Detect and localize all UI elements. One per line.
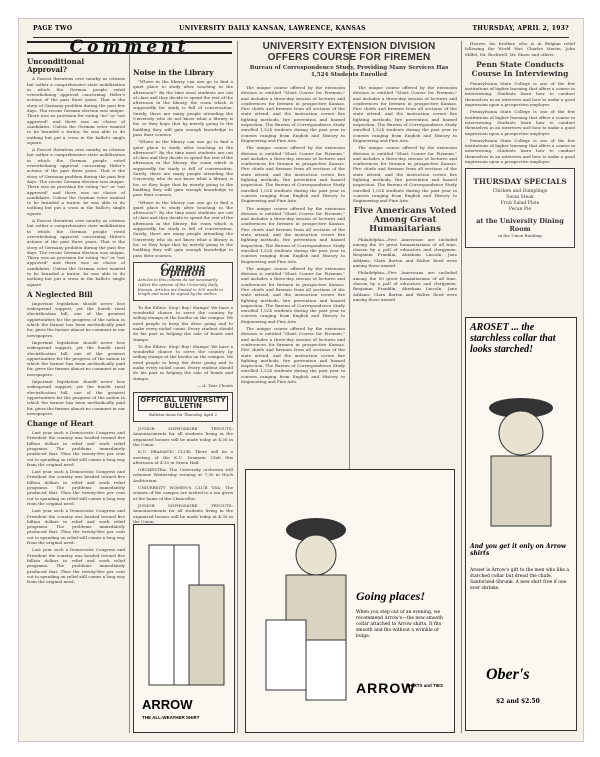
- noise-body: "Where in the library can one go to find a quiet place to study after touching in the afternoon?" By the time most students are out of class and they decide to spend the rest of the afternoon in the library, the room which is supposedly for study is full of conversation. Surely, there are many people attending the University who do not know what a library is for, or they hope that by merely going to the building they will gain enough knowledge to pass their courses.: [133, 139, 233, 198]
- specials-note: in the Union Building: [498, 233, 542, 239]
- editorial-title: A Neglected Bill: [27, 289, 93, 299]
- penn-state-body: Pennsylvania State College is one of the few institutions of higher learning that offers a course in interviewing. Students learn how to conduct themselves in an interview and how to make a good impression upon a prospective employer.: [465, 137, 575, 165]
- noise-body: "Where in the library can one go to find a quiet place to study after touching in the afternoon?" By the time most students are out of class and they decide to spend the rest of the afternoon in the library, the room which is supposedly for study is full of conversation. Surely, there are many people attending the University who do not know what a library is for, or they hope that by merely going to the building they will gain enough knowledge to pass their courses.: [133, 79, 233, 137]
- noise-body: "Where in the library can one go to find a quiet place to study after touching in the afternoon?" By the time most students are out of class and they decide to spend the rest of the afternoon in the library, the room which is supposedly for study is full of conversation. Surely, there are many people attending the University who do not know what a library is for, or they hope that by merely going to the building they will gain enough knowledge to pass their courses.: [133, 199, 233, 258]
- extension-body: The unique course offered by the extension division is entitled "Short Course for Firemen," and includes a three-day session of lectures and conferences for firemen in prospective Kansas. Fire chiefs and firemen from all sections of the state attend, and the instruction covers fire fighting methods, fire prevention and hazard inspection. The Bureau of Correspondence Study enrolled 1,524 students during the past year in courses ranging from English and History to Engineering and Fine Arts.: [353, 85, 457, 143]
- specials-item: Pecan Pie: [508, 207, 532, 213]
- extension-body: The unique course offered by the extension division is entitled "Short Course for Firemen," and includes a three-day session of lectures and conferences for firemen in prospective Kansas. Fire chiefs and firemen from all sections of the state attend, and the instruction covers fire fighting methods, fire prevention and hazard inspection. The Bureau of Correspondence Study enrolled 1,524 students during the past year in courses ranging from English and History to Engineering and Fine Arts.: [241, 205, 345, 264]
- bulletin-subtitle: Bulletin items for Thursday, April 2: [149, 411, 217, 417]
- aroset-ad: [465, 317, 577, 731]
- humanitarians-headline: Five Americans Voted Among Great Humanitarians: [353, 205, 457, 234]
- campus-opinion-body: To the Editor: Stop! Buy! Stamps! We have a wonderful chance to serve the country by selling stamps at the booths on the campus. We need people to keep the drive going and to make every nickel count. Every student should do his part in helping the sale of bonds and stamps.: [133, 304, 233, 342]
- bulletin-title: OFFICIAL UNIVERSITY BULLETIN: [138, 396, 228, 411]
- extension-header: [241, 41, 457, 81]
- editorial-body: Last year such a Democratic Congress and President the country was headed toward five billion dollars in relief and work relief programs. The problems immediately produced that. Thus the twenty-five per cent cut to spending on relief still comes a long way from the original need.: [27, 547, 125, 585]
- campus-opinion-signature: — A. Tear Cheats: [197, 382, 233, 388]
- column-rule: [129, 41, 130, 733]
- editorial-title: Change of Heart: [27, 419, 94, 429]
- comment-banner: Comment: [27, 41, 232, 54]
- paper-name: UNIVERSITY DAILY KANSAN, LAWRENCE, KANSAS: [179, 25, 366, 32]
- editorial-body: Last year such a Democratic Congress and President the country was headed toward five billion dollars in relief and work relief programs. The problems immediately produced that. Thus the twenty-five per cent cut to spending on relief still comes a long way from the original need.: [27, 508, 125, 546]
- arrow-shirt-body: When you step out of an evening, we recommend Arrow's—the new smooth collar attached to Arrow shirts. It fits smooth and fits without a wrinkle or bulge.: [356, 610, 443, 639]
- aroset-illustration: [466, 368, 576, 538]
- arrow-left-ad: [133, 524, 235, 733]
- humanitarians-body: Philadelphia—Five Americans are included among the 50 great humanitarians of all time, chosen by a poll of educators and clergymen. Benjamin Franklin, Abraham Lincoln, Jane Addams, Clara Barton and Walter Reed were among those named.: [353, 270, 457, 302]
- newspaper-page: [18, 18, 584, 742]
- bulletin-item: UNIVERSITY WOMEN'S CLUB TEA: The women of the campus are invited to a tea given at the home of the Chancellor.: [133, 485, 233, 501]
- arrow-left-tag: THE ALL-WEATHER SHIRT: [142, 715, 200, 720]
- penn-state-headline: Penn State Conducts Course In Interviewing: [471, 59, 569, 78]
- specials-title: THURSDAY SPECIALS: [473, 177, 567, 187]
- editorial-body: Important legislation should never lose widespread support, yet the fourth rural electrification bill, one of the greatest opportunities for the progress of the nation in which the farmer has been methodically paid for, gives the farmer almost no comment in our newspapers.: [27, 379, 126, 416]
- aroset-subhead: And you get it only on Arrow shirts: [470, 543, 567, 557]
- extension-body: The unique course offered by the extension division is entitled "Short Course for Firemen," and includes a three-day session of lectures and conferences for firemen in prospective Kansas. Fire chiefs and firemen from all sections of the state attend, and the instruction covers fire fighting methods, fire prevention and hazard inspection. The Bureau of Correspondence Study enrolled 1,524 students during the past year in courses ranging from English and History to Engineering and Fine Arts.: [353, 145, 457, 204]
- editorial-body: A Fascist threatens over nearby as citizens but rather a comprehensive state mobilization in which the German people voted overwhelming approval concerning Hitler's actions of the past three years. That is the story of Germany problem during the past few days. The recent German election was unique. There was no provision for voting "no" or "not approved" and there was no choice of candidates. Unless the German voter wanted to be branded a traitor, he was able to do nothing but put a cross in the ballot's single square.: [27, 218, 125, 287]
- editorial-body: Last year such a Democratic Congress and President the country was headed toward five billion dollars in relief and work relief programs. The problems immediately produced that. Thus the twenty-five per cent cut to spending on relief still comes a long way from the original need.: [27, 469, 125, 506]
- extension-headline: UNIVERSITY EXTENSION DIVISION OFFERS COURSE FOR FIREMEN: [262, 41, 436, 63]
- aroset-price: $2 and $2.50: [496, 698, 540, 705]
- extension-body: The unique course offered by the extension division is entitled "Short Course for Firemen," and includes a three-day session of lectures and conferences for firemen in prospective Kansas. Fire chiefs and firemen from all sections of the state attend, and the instruction covers fire fighting methods, fire prevention and hazard inspection. The Bureau of Correspondence Study enrolled 1,524 students during the past year in courses ranging from English and History to Engineering and Fine Arts.: [241, 326, 345, 385]
- campus-opinion-note: Articles in this column do not necessarily reflect the opinion of the University Daily Kansan. Articles are limited to 300 words in length and must be signed by the author.: [138, 277, 223, 297]
- bulletin-item: ORCHESTRA: The University orchestra will rehearse Wednesday evening at 7:30 in Hoch Auditorium.: [133, 467, 233, 483]
- specials-item: Chicken and Dumplings: [492, 189, 548, 195]
- hoover-paragraph: Hoover, his brother, who is in Belgian relief following the World War. Charles Martin, John Millet, Mr. Rockwell, Mr. Shaw, and others.: [465, 41, 575, 57]
- extension-body: The unique course offered by the extension division is entitled "Short Course for Firemen," and includes a three-day session of lectures and conferences for firemen in prospective Kansas. Fire chiefs and firemen from all sections of the state attend, and the instruction covers fire fighting methods, fire prevention and hazard inspection. The Bureau of Correspondence Study enrolled 1,524 students during the past year in courses ranging from English and History to Engineering and Fine Arts.: [241, 145, 345, 204]
- editorial-body: Important legislation should never lose widespread support, yet the fourth rural electrification bill, one of the greatest opportunities for the progress of the nation in which the farmer has been methodically paid for, gives the farmer almost no comment in our newspapers.: [27, 300, 126, 338]
- issue-date: THURSDAY, APRIL 2, 193?: [472, 25, 569, 32]
- bulletin-item: JUNIOR SOPHOMORE TRYOUTS: Announcements for all students living in the organized houses will be made today at 4:30 in the Union.: [133, 426, 233, 447]
- bulletin-item: K.U. DRAMATIC CLUB: There will be a meeting of the K.U. Dramatic Club this afternoon at 4:30 in Green Hall.: [133, 449, 233, 465]
- arrow-tag: SHIRTS and TIES: [406, 683, 444, 688]
- extension-subhead: Bureau of Correspondence Study, Providing Many Services Has 1,524 Students Enrolled: [249, 65, 449, 78]
- aroset-headline: AROSET ... the starchless collar that looks starched!: [470, 322, 556, 355]
- specials-item: Fruit Salad Plate: [500, 201, 540, 207]
- specials-box: [465, 168, 575, 247]
- editorial-body: Important legislation should never lose widespread support, yet the fourth rural electrification bill, one of the greatest opportunities for the progress of the nation in which the farmer has been methodically paid for, gives the farmer almost no comment in our newspapers.: [27, 339, 126, 377]
- arrow-left-brand: ARROW: [142, 697, 193, 712]
- page-number: PAGE TWO: [33, 25, 73, 32]
- penn-state-body: Pennsylvania State College is one of the few institutions of higher learning that offers a course in interviewing. Students learn how to conduct themselves in an interview and how to make a good impression upon a prospective employer.: [465, 109, 575, 136]
- penn-state-body: Pennsylvania State College is one of the few institutions of higher learning that offers a course in interviewing. Students learn how to conduct themselves in an interview and how to make a good impression upon a prospective employer.: [465, 80, 575, 108]
- humanitarians-body: Philadelphia—Five Americans are included among the 50 great humanitarians of all time, chosen by a poll of educators and clergymen. Benjamin Franklin, Abraham Lincoln, Jane Addams, Clara Barton and Walter Reed were among those named.: [353, 236, 457, 269]
- aroset-body: Aroset is Arrow's gift to the men who like a starched collar but dread the chafe. Sanforized-Shrunk. A new shirt free if one ever shrinks.: [470, 568, 570, 591]
- editorial-body: A Fascist threatens over nearby as citizens but rather a comprehensive state mobilization in which the German people voted overwhelming approval concerning Hitler's actions of the past three years. That is the story of Germany problem during the past few days. The recent German election was unique. There was no provision for voting "no" or "not approved" and there was no choice of candidates. Unless the German voter wanted to be branded a traitor, he was able to do nothing but put a cross in the ballot's single square.: [27, 147, 125, 216]
- campus-opinion-box: [133, 262, 233, 301]
- obers-logo: Ober's: [486, 666, 530, 683]
- column-rule: [461, 41, 462, 733]
- bulletin-item: JUNIOR SOPHOMORE TRYOUTS: Announcements for all students living in the organized houses will be made today at 4:30 in the Union.: [133, 502, 233, 524]
- extension-body: The unique course offered by the extension division is entitled "Short Course for Firemen," and includes a three-day session of lectures and conferences for firemen in prospective Kansas. Fire chiefs and firemen from all sections of the state attend, and the instruction covers fire fighting methods, fire prevention and hazard inspection. The Bureau of Correspondence Study enrolled 1,524 students during the past year in courses ranging from English and History to Engineering and Fine Arts.: [241, 265, 345, 324]
- arrow-brand: ARROW: [356, 680, 416, 696]
- campus-opinion-title: Campus Opinion: [160, 262, 206, 280]
- column-rule: [237, 41, 238, 733]
- extension-body: The unique course offered by the extension division is entitled "Short Course for Firemen," and includes a three-day session of lectures and conferences for firemen in prospective Kansas. Fire chiefs and firemen from all sections of the state attend, and the instruction covers fire fighting methods, fire prevention and hazard inspection. The Bureau of Correspondence Study enrolled 1,524 students during the past year in courses ranging from English and History to Engineering and Fine Arts.: [241, 85, 345, 143]
- arrow-shirt-headline: Going places!: [356, 589, 425, 603]
- editorial-title: Unconditional Approval?: [27, 57, 85, 75]
- editorial-body: Last year such a Democratic Congress and President the country was headed toward five billion dollars in relief and work relief programs. The problems immediately produced that. Thus the twenty-five per cent cut to spending on relief still comes a long way from the original need.: [27, 430, 125, 467]
- arrow-shirt-ad: [245, 469, 455, 733]
- specials-item: Swiss Steak: [506, 195, 534, 201]
- campus-opinion-body: To the Editor: Stop! Buy! Stamps! We have a wonderful chance to serve the country by selling stamps at the booths on the campus. We need people to keep the drive going and to make every nickel count. Every student should do his part in helping the sale of bonds and stamps.: [133, 343, 233, 381]
- noise-title: Noise in the Library: [133, 68, 214, 77]
- bulletin-box: [133, 392, 233, 422]
- specials-footer: at the University Dining Room: [476, 217, 564, 234]
- editorial-body: A Fascist threatens over nearby as citizens but rather a comprehensive state mobilization in which the German people voted overwhelming approval concerning Hitler's actions of the past three years. That is the story of Germany problem during the past few days. The recent German election was unique. There was no provision for voting "no" or "not approved" and there was no choice of candidates. Unless the German voter wanted to be branded a traitor, he was able to do nothing but put a cross in the ballot's single square.: [27, 76, 125, 145]
